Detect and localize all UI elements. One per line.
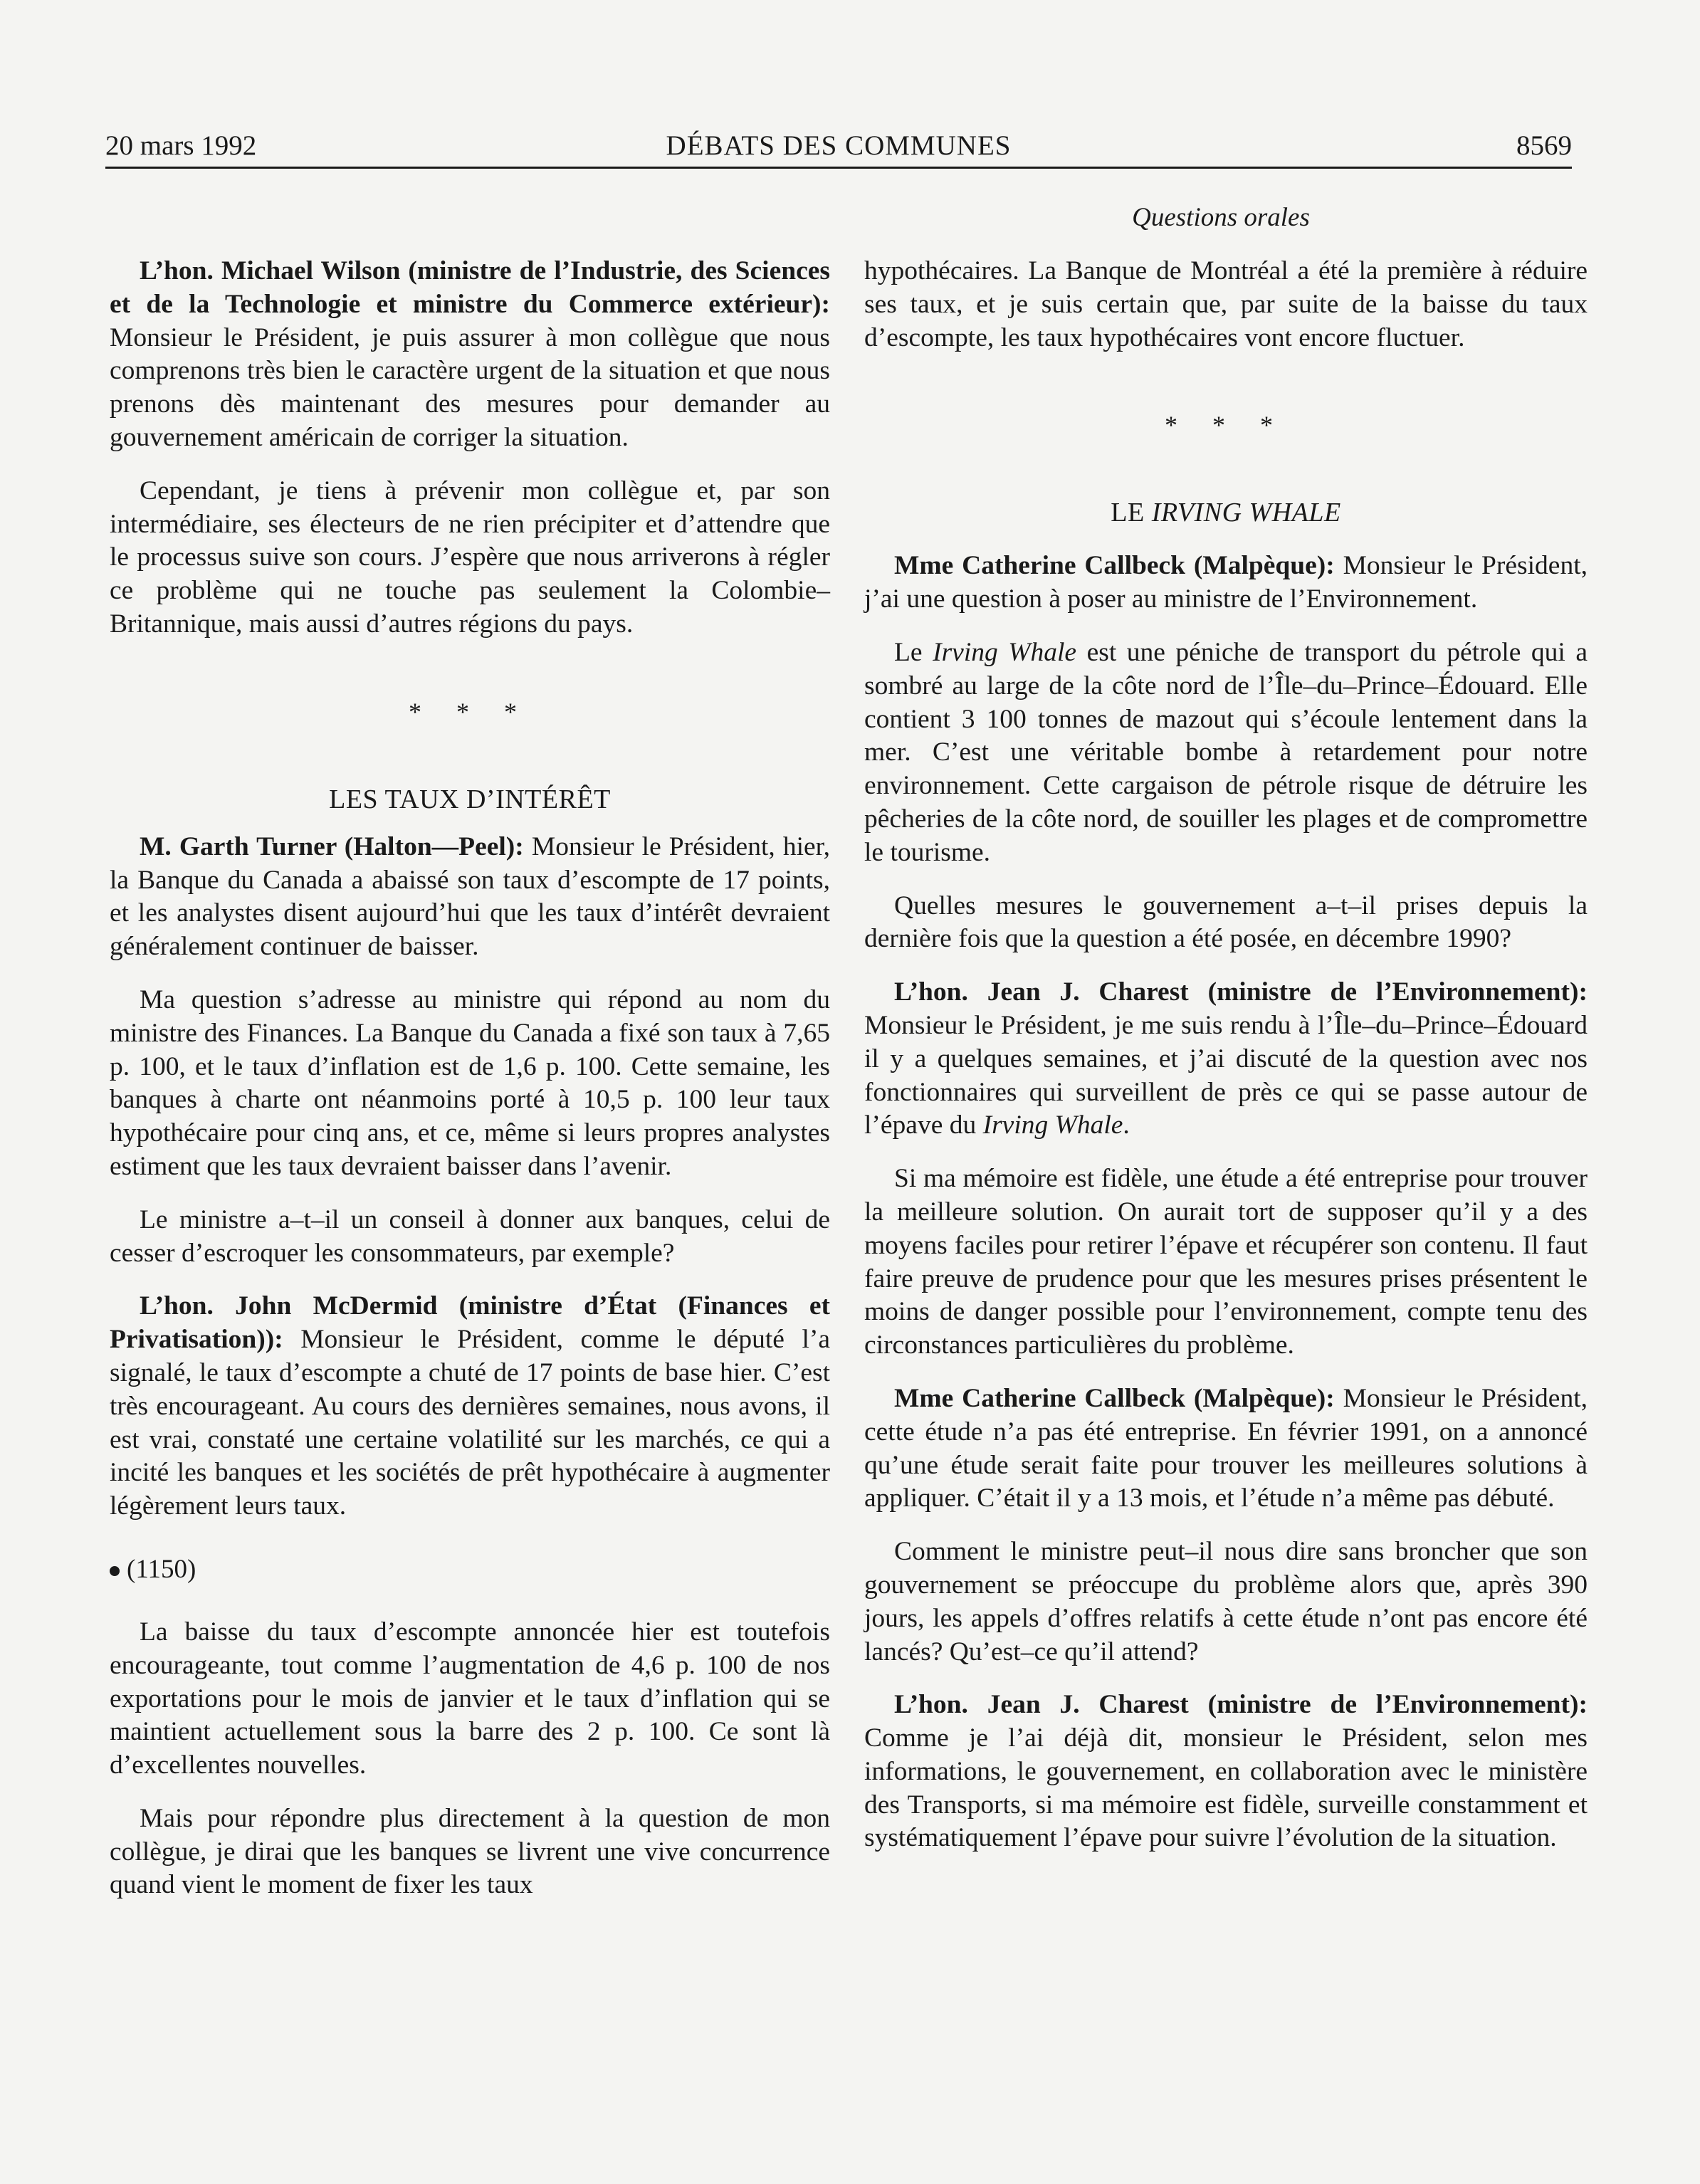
paragraph-text: Comme je l’ai déjà dit, monsieur le Président, selon mes informations, le gouvernement, en collaboration avec le ministère des Transports, si ma mémoire est fidèle, surveille constamment et systématiquement l’épave pour suivre l’évolution de la situation. [864, 1723, 1588, 1853]
speaker-name: M. Garth Turner (Halton—Peel): [140, 831, 524, 861]
section-heading: LES TAUX D’INTÉRÊT [329, 784, 611, 814]
paragraph-text: Monsieur le Président, j’ai une question à poser au ministre de l’Environnement. [864, 551, 1588, 614]
paragraph [110, 831, 830, 964]
paragraph: La baisse du taux d’escompte annoncée hier est toutefois encourageante, tout comme l’augmentation de 4,6 p. 100 de nos exportations pour le mois de janvier et le taux d’inflation qui se maintient actuellement sous la barre des 2 p. 100. Ce sont là d’excellentes nouvelles. [110, 1617, 830, 1780]
paragraph [864, 636, 1588, 870]
paragraph [110, 1290, 830, 1523]
section-separator: * * * [1165, 411, 1287, 440]
timestamp [110, 1553, 830, 1586]
paragraph: hypothécaires. La Banque de Montréal a été la première à réduire ses taux, et je suis certain que, par suite de la baisse du taux d’escompte, les taux hypothécaires vont encore fluctuer. [864, 256, 1588, 352]
paragraph-text: Monsieur le Président, cette étude n’a pas été entreprise. En février 1991, on a annoncé qu’une étude serait faite pour trouver les meilleures solutions à appliquer. C’était il y a 13 mois, et l’étude n’a même pas débuté. [864, 1383, 1588, 1513]
section-separator: * * * [409, 697, 531, 726]
header-title: DÉBATS DES COMMUNES [666, 130, 1012, 161]
speaker-name: Mme Catherine Callbeck (Malpèque): [894, 551, 1335, 581]
paragraph-text: Monsieur le Président, je puis assurer à mon collègue que nous comprenons très bien le caractère urgent de la situation et que nous prenons dès maintenant des mesures pour demander au gouvernement américain de corriger la situation. [110, 322, 830, 452]
vessel-name: Irving Whale [933, 637, 1077, 667]
paragraph: Le ministre a–t–il un conseil à donner aux banques, celui de cesser d’escroquer les consommateurs, par exemple? [110, 1204, 830, 1268]
section-label: Questions orales [1132, 203, 1310, 232]
header-date: 20 mars 1992 [105, 130, 257, 161]
speaker-name: Mme Catherine Callbeck (Malpèque): [894, 1383, 1335, 1413]
paragraph: Cependant, je tiens à prévenir mon collègue et, par son intermédiaire, ses électeurs de ne rien précipiter et d’attendre que le processus suive son cours. J’espère que nous arriverons à régler ce problème qui ne touche pas seulement la Colombie–Britannique, mais aussi d’autres régions du pays. [110, 476, 830, 639]
bullet-icon [110, 1566, 120, 1576]
paragraph-text: . [1123, 1111, 1130, 1140]
paragraph [864, 1382, 1588, 1516]
paragraph-text: Monsieur le Président, comme le député l’a signalé, le taux d’escompte a chuté de 17 points de base hier. C’est très encourageant. Au cours des dernières semaines, nous avons, il est vrai, constaté une certaine volatilité sur les marchés, ce qui a incité les banques et les sociétés de prêt hypothécaire à augmenter légèrement leurs taux. [110, 1325, 830, 1521]
speaker-name: L’hon. John McDermid (ministre d’État (Finances et Privatisation)): [110, 1291, 830, 1355]
paragraph [864, 1689, 1588, 1855]
left-column [110, 255, 830, 1902]
section-heading [864, 495, 1588, 530]
speaker-name: L’hon. Jean J. Charest (ministre de l’Environnement): [894, 977, 1588, 1007]
speaker-name: L’hon. Jean J. Charest (ministre de l’Environnement): [894, 1690, 1588, 1720]
paragraph: Mais pour répondre plus directement à la question de mon collègue, je dirai que les banques se livrent une vive concurrence quand vient le moment de fixer les taux [110, 1803, 830, 1900]
paragraph-text: Le [894, 637, 923, 667]
header-page-number: 8569 [1516, 130, 1572, 161]
paragraph-text: Monsieur le Président, hier, la Banque du Canada a abaissé son taux d’escompte de 17 points, et les analystes disent aujourd’hui que les taux d’intérêt devraient généralement continuer de baisser. [110, 831, 831, 962]
timestamp-text: (1150) [127, 1554, 196, 1584]
paragraph: Comment le ministre peut–il nous dire sans broncher que son gouvernement se préoccupe du problème alors que, après 390 jours, les appels d’offres relatifs à cette étude n’ont pas encore été lancés? Qu’est–ce qu’il attend? [864, 1537, 1588, 1666]
paragraph [864, 976, 1588, 1143]
paragraph-text: Monsieur le Président, je me suis rendu à l’Île–du–Prince–Édouard il y a quelques semaines, et j’ai discuté de la question avec nos fonctionnaires qui surveillent de près ce qui se passe autour de l’épave du [864, 1010, 1588, 1140]
paragraph [864, 550, 1588, 616]
paragraph: Quelles mesures le gouvernement a–t–il prises depuis la dernière fois que la question a été posée, en décembre 1990? [864, 891, 1588, 954]
heading-prefix: LE [1111, 498, 1145, 528]
heading-italic: IRVING WHALE [1151, 498, 1341, 528]
header-rule [105, 167, 1572, 169]
running-header [105, 128, 1572, 164]
paragraph: Ma question s’adresse au ministre qui répond au nom du ministre des Finances. La Banque du Canada a fixé son taux à 7,65 p. 100, et le taux d’inflation est de 1,6 p. 100. Cette semaine, les banques à charte ont néanmoins porté à 10,5 p. 100 leur taux hypothécaire pour cinq ans, et ce, même si leurs propres analystes estiment que les taux devraient baisser dans l’avenir. [110, 985, 830, 1181]
paragraph: Si ma mémoire est fidèle, une étude a été entreprise pour trouver la meilleure solution. On aurait tort de supposer qu’il y a des moyens faciles pour retirer l’épave et récupérer son contenu. Il faut faire preuve de prudence pour que les mesures prises présentent le moins de danger possible pour l’environnement, compte tenu des circonstances particulières du problème. [864, 1164, 1588, 1360]
vessel-name: Irving Whale [982, 1111, 1123, 1140]
speaker-name: L’hon. Michael Wilson (ministre de l’Industrie, des Sciences et de la Technologie et ministre du Commerce extérieur): [110, 256, 830, 319]
right-column [864, 255, 1588, 1855]
paragraph-text: est une péniche de transport du pétrole qui a sombré au large de la côte nord de l’Île–du–Prince–Édouard. Elle contient 3 100 tonnes de mazout qui s’écoule lentement dans la mer. C’est une véritable bombe à retardement pour notre environnement. Cette cargaison de pétrole risque de détruire les pêcheries de la côte nord, de souiller les plages et de compromettre le tourisme. [864, 637, 1588, 867]
paragraph [110, 255, 830, 455]
